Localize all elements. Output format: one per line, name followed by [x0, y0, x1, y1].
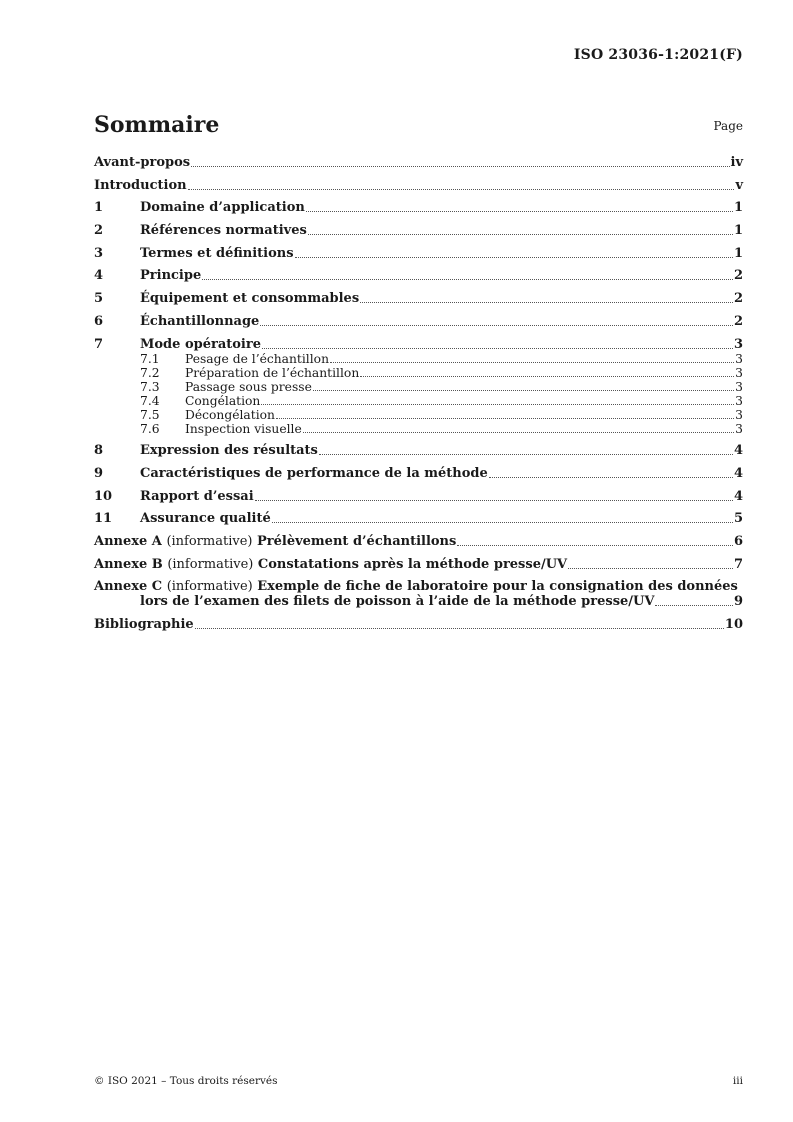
toc-label: Expression des résultats	[140, 443, 318, 459]
toc-number: 7	[94, 336, 104, 352]
toc-label: Pesage de l’échantillon	[185, 351, 329, 366]
toc-page: 4	[733, 488, 743, 504]
toc-label: Passage sous presse	[185, 379, 312, 394]
toc-subentry-7-1[interactable]	[94, 352, 743, 366]
toc-subentry-7-5[interactable]	[94, 408, 743, 422]
toc-label: Prélèvement d’échantillons	[257, 533, 457, 549]
toc-entry-6[interactable]	[94, 314, 743, 329]
toc-label: Introduction	[94, 177, 187, 193]
leader-dots	[261, 404, 734, 405]
toc-page: 3	[735, 351, 743, 366]
toc-entry-annex-c[interactable]	[94, 579, 743, 609]
toc-label: Rapport d’essai	[140, 488, 254, 504]
toc-number: 2	[94, 223, 104, 239]
toc-number: 7.3	[140, 379, 160, 394]
toc-entry-10[interactable]	[94, 489, 743, 504]
footer-copyright: © ISO 2021 – Tous droits réservés	[94, 1075, 278, 1087]
annex-prefix: Annexe B	[94, 556, 163, 572]
leader-dots	[489, 477, 733, 478]
toc-label: Préparation de l’échantillon	[185, 365, 360, 380]
toc-number: 9	[94, 465, 104, 481]
toc-label: Avant-propos	[94, 155, 191, 170]
toc-label: Bibliographie	[94, 617, 194, 632]
toc-label: Échantillonnage	[140, 313, 260, 329]
toc-page: 1	[733, 200, 743, 216]
toc-entry-11[interactable]	[94, 511, 743, 526]
toc-label: Caractéristiques de performance de la méthode	[140, 465, 488, 481]
annex-prefix: Annexe A	[94, 533, 162, 549]
annex-type: (informative)	[166, 579, 253, 595]
toc-page: 2	[733, 268, 743, 284]
page-column-label: Page	[713, 119, 743, 133]
toc-number: 8	[94, 443, 104, 459]
leader-dots	[655, 605, 732, 606]
toc-subentry-7-2[interactable]	[94, 366, 743, 380]
toc-number: 11	[94, 511, 113, 527]
toc-page: 3	[735, 393, 743, 408]
leader-dots	[303, 432, 734, 433]
toc-page: 5	[733, 511, 743, 527]
footer-page-number: iii	[732, 1075, 743, 1087]
toc-number: 7.5	[140, 407, 160, 422]
toc-subentry-7-4[interactable]	[94, 394, 743, 408]
toc-page: 7	[733, 556, 743, 572]
toc-number: 6	[94, 313, 104, 329]
toc-entry-avant-propos[interactable]	[94, 155, 743, 170]
toc-page: 10	[724, 617, 743, 632]
toc-entry-introduction[interactable]	[94, 178, 743, 193]
toc-label: Constatations après la méthode presse/UV	[257, 556, 568, 572]
toc-entry-5[interactable]	[94, 291, 743, 306]
toc-page: 4	[733, 443, 743, 459]
toc-entry-7[interactable]	[94, 337, 743, 352]
toc-label: Assurance qualité	[140, 511, 271, 527]
toc-page: 4	[733, 465, 743, 481]
toc-entry-2[interactable]	[94, 223, 743, 238]
toc-label: Termes et définitions	[140, 245, 294, 261]
annex-type: (informative)	[166, 533, 253, 549]
toc-number: 10	[94, 488, 113, 504]
toc-number: 7.1	[140, 351, 160, 366]
toc-entry-4[interactable]	[94, 268, 743, 283]
document-id: ISO 23036-1:2021(F)	[573, 47, 743, 63]
leader-dots	[272, 522, 733, 523]
toc-entry-3[interactable]	[94, 246, 743, 261]
toc-page: 3	[735, 421, 743, 436]
leader-dots	[295, 257, 733, 258]
page-title: Sommaire	[94, 112, 220, 138]
toc-subentry-7-3[interactable]	[94, 380, 743, 394]
leader-dots	[330, 362, 734, 363]
toc-page: v	[735, 177, 743, 193]
toc-page: 9	[733, 594, 743, 610]
leader-dots	[195, 628, 724, 629]
leader-dots	[568, 568, 733, 569]
leader-dots	[360, 302, 733, 303]
toc-label: Mode opératoire	[140, 336, 261, 352]
toc-number: 7.6	[140, 421, 160, 436]
toc-label: Références normatives	[140, 223, 307, 239]
toc-number: 3	[94, 245, 104, 261]
toc-page: 2	[733, 291, 743, 307]
toc-entry-8[interactable]	[94, 443, 743, 458]
toc-page: 3	[735, 365, 743, 380]
leader-dots	[457, 545, 733, 546]
leader-dots	[276, 418, 734, 419]
leader-dots	[313, 390, 734, 391]
table-of-contents	[94, 155, 743, 632]
toc-entry-9[interactable]	[94, 466, 743, 481]
toc-page: 2	[733, 313, 743, 329]
annex-type: (informative)	[167, 556, 254, 572]
toc-entry-1[interactable]	[94, 200, 743, 215]
toc-page: 3	[733, 336, 743, 352]
toc-label: Exemple de fiche de laboratoire pour la consignation des données	[257, 579, 738, 595]
toc-label: Inspection visuelle	[185, 421, 302, 436]
toc-page: 1	[733, 223, 743, 239]
leader-dots	[308, 234, 733, 235]
toc-label: Domaine d’application	[140, 200, 305, 216]
leader-dots	[360, 376, 734, 377]
leader-dots	[202, 279, 733, 280]
annex-prefix: Annexe C	[94, 579, 163, 595]
leader-dots	[191, 166, 729, 167]
toc-entry-annex-a[interactable]	[94, 534, 743, 549]
toc-label: Congélation	[185, 393, 261, 408]
toc-label: Décongélation	[185, 407, 275, 422]
leader-dots	[188, 189, 735, 190]
toc-page: 3	[735, 407, 743, 422]
toc-page: 1	[733, 245, 743, 261]
toc-subentry-7-6[interactable]	[94, 422, 743, 436]
toc-number: 7.4	[140, 393, 160, 408]
toc-number: 1	[94, 200, 104, 216]
leader-dots	[306, 211, 733, 212]
toc-label: Principe	[140, 268, 202, 284]
leader-dots	[255, 500, 733, 501]
toc-number: 4	[94, 268, 104, 284]
toc-entry-bibliographie[interactable]	[94, 617, 743, 632]
leader-dots	[262, 348, 733, 349]
toc-page: iv	[730, 155, 743, 170]
leader-dots	[319, 454, 733, 455]
leader-dots	[260, 325, 733, 326]
toc-page: 6	[733, 533, 743, 549]
toc-entry-annex-b[interactable]	[94, 557, 743, 572]
toc-label-continued: lors de l’examen des filets de poisson à l’aide de la méthode presse/UV	[140, 594, 655, 610]
toc-number: 7.2	[140, 365, 160, 380]
toc-page: 3	[735, 379, 743, 394]
toc-number: 5	[94, 291, 104, 307]
toc-label: Équipement et consommables	[140, 291, 360, 307]
